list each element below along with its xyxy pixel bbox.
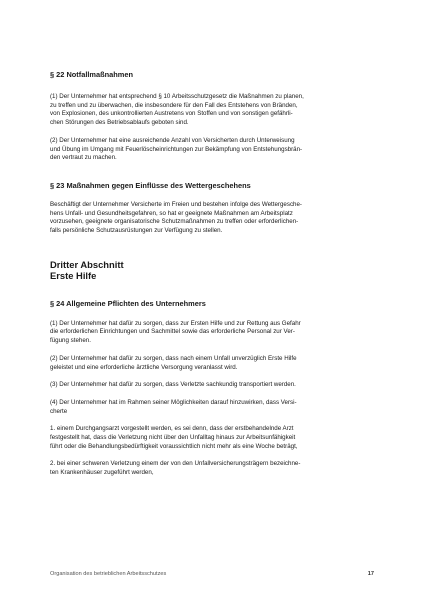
text-line: 1. einem Durchgangsarzt vorgestellt werden, es sei denn, dass der erstbehandelnde Arzt <box>50 425 294 433</box>
text-line: (2) Der Unternehmer hat dafür zu sorgen, dass nach einem Unfall unverzüglich Erste Hilfe <box>50 354 297 362</box>
text-line: Beschäftigt der Unternehmer Versicherte im Freien und bestehen infolge des Wettergesche- <box>50 200 302 208</box>
text-line: chen Störungen des Betriebsablaufs geboten sind. <box>50 119 189 127</box>
text-line: ten Krankenhäuser zugeführt werden, <box>50 469 154 477</box>
footer-title: Organisation des betrieblichen Arbeitsschutzes <box>50 571 167 577</box>
text-line: (3) Der Unternehmer hat dafür zu sorgen, dass Verletzte sachkundig transportiert werden. <box>50 381 296 389</box>
section-23-heading: § 23 Maßnahmen gegen Einflüsse des Wettergeschehens <box>50 180 251 190</box>
text-line: (2) Der Unternehmer hat eine ausreichende Anzahl von Versicherten durch Unterweisung <box>50 136 295 144</box>
text-line: den vertraut zu machen. <box>50 154 117 162</box>
document-body <box>50 70 370 478</box>
section-24-paragraph-2 <box>50 355 370 372</box>
section-24-list-item-2 <box>50 460 370 477</box>
text-line: zu treffen und zu überwachen, die insbesondere für den Fall des Entstehens von Bränden, <box>50 101 298 109</box>
section-23-paragraph <box>50 201 370 236</box>
chapter-title: Erste Hilfe <box>50 269 97 281</box>
text-line: geleistet und eine erforderliche ärztliche Versorgung veranlasst wird. <box>50 363 238 371</box>
text-line: fügung stehen. <box>50 337 91 345</box>
page-footer <box>50 571 374 577</box>
chapter-number: Dritter Abschnitt <box>50 258 124 270</box>
text-line: festgestellt hat, dass die Verletzung nicht über den Unfalltag hinaus zur Arbeitsunfähigkeit <box>50 434 296 442</box>
text-line: falls persönliche Schutzausrüstungen zur Verfügung zu stellen. <box>50 227 223 235</box>
text-line: (1) Der Unternehmer hat dafür zu sorgen, dass zur Ersten Hilfe und zur Rettung aus Gefahr <box>50 319 301 327</box>
text-line: vorzusehen, geeignete organisatorische Schutzmaßnahmen zu treffen oder erforderlichen- <box>50 218 299 226</box>
text-line: (1) Der Unternehmer hat entsprechend § 10 Arbeitsschutzgesetz die Maßnahmen zu planen, <box>50 93 304 100</box>
text-line: von Explosionen, des unkontrollierten Austretens von Stoffen und von sonstigen gefährli- <box>50 110 293 118</box>
text-line: 2. bei einer schweren Verletzung einem der von den Unfallversicherungsträgern bezeichne- <box>50 460 301 468</box>
section-22-paragraph-2 <box>50 137 370 163</box>
text-line: führt oder die Behandlungsbedürftigkeit voraussichtlich nicht mehr als eine Woche beträgt, <box>50 442 298 450</box>
page-number: 17 <box>367 571 374 577</box>
text-line: hens Unfall- und Gesundheitsgefahren, so hat er geeignete Maßnahmen am Arbeitsplatz <box>50 209 293 217</box>
text-line: und Übung im Umgang mit Feuerlöscheinrichtungen zur Bekämpfung von Entstehungsbrän- <box>50 145 303 153</box>
text-line: (4) Der Unternehmer hat im Rahmen seiner Möglichkeiten darauf hinzuwirken, dass Versi- <box>50 398 297 406</box>
section-24-heading: § 24 Allgemeine Pflichten des Unternehmers <box>50 298 206 308</box>
section-24-paragraph-1 <box>50 320 370 346</box>
text-line: die erforderlichen Einrichtungen und Sachmittel sowie das erforderliche Personal zur Ver- <box>50 328 295 336</box>
text-line: cherte <box>50 407 68 415</box>
section-22-paragraph-1 <box>50 93 370 128</box>
section-24-paragraph-4 <box>50 399 370 416</box>
section-24-paragraph-3 <box>50 381 370 390</box>
section-24-list-item-1 <box>50 425 370 451</box>
section-22-heading: § 22 Notfallmaßnahmen <box>50 70 133 79</box>
chapter-heading <box>50 259 370 281</box>
